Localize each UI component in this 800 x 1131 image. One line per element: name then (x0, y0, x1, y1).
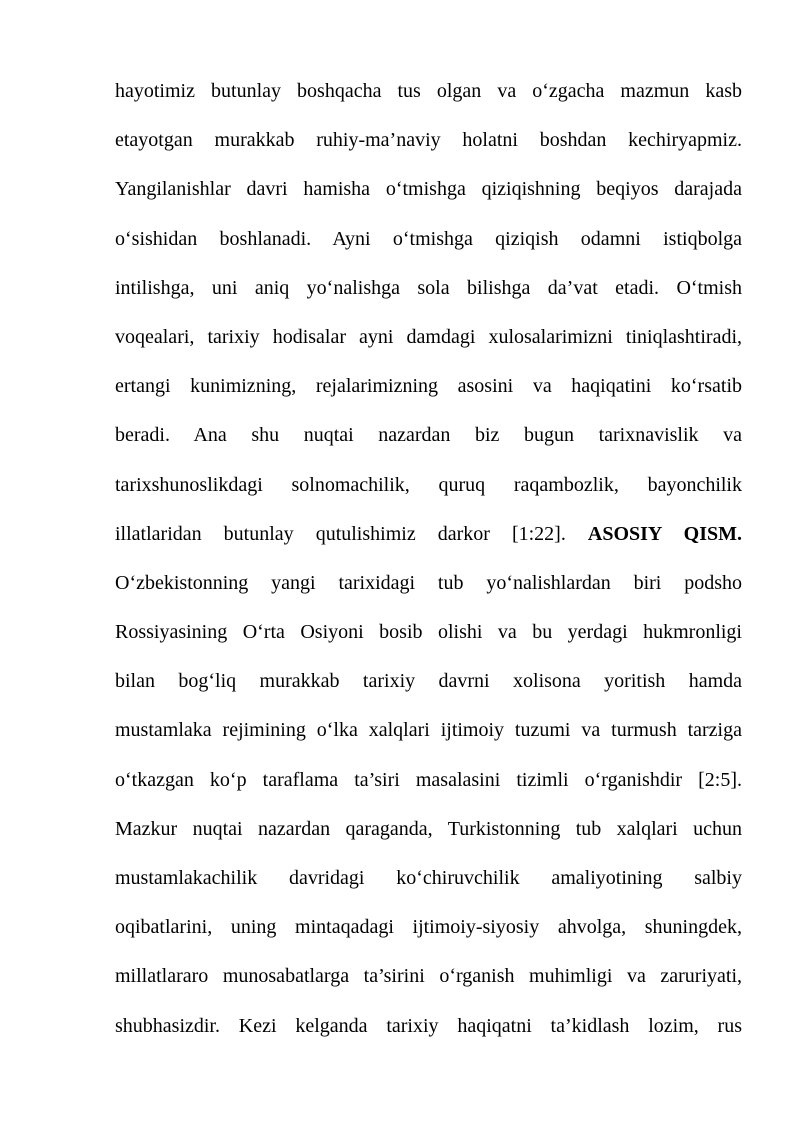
text-line-11: O‘zbekistonning yangi tarixidagi tub yo‘nalishlardan biri podsho (115, 571, 742, 594)
text-line-10 (115, 513, 742, 562)
text-line-5: intilishga, uni aniq yo‘nalishga sola bilishga da’vat etadi. O‘tmish (115, 276, 742, 299)
text-line-1: hayotimiz butunlay boshqacha tus olgan va o‘zgacha mazmun kasb (115, 80, 742, 102)
text-line-2: etayotgan murakkab ruhiy-ma’naviy holatni boshdan kechiryapmiz. (115, 129, 742, 152)
text-line-10-main: illatlaridan butunlay qutulishimiz darkor [1:22]. (115, 522, 566, 545)
text-line-12: Rossiyasining O‘rta Osiyoni bosib olishi va bu yerdagi hukmronligi (115, 621, 742, 644)
text-line-9: tarixshunoslikdagi solnomachilik, quruq raqambozlik, bayonchilik (115, 473, 742, 496)
text-line-19: millatlararo munosabatlarga ta’sirini o‘rganish muhimligi va zaruriyati, (115, 965, 742, 988)
text-line-3: Yangilanishlar davri hamisha o‘tmishga qiziqishning beqiyos darajada (115, 178, 742, 201)
text-line-8: beradi. Ana shu nuqtai nazardan biz bugun tarixnavislik va (115, 424, 742, 447)
document-page (115, 70, 742, 1054)
text-line-7: ertangi kunimizning, rejalarimizning asosini va haqiqatini ko‘rsatib (115, 375, 742, 398)
text-line-20: shubhasizdir. Kezi kelganda tarixiy haqiqatni ta’kidlash lozim, rus (115, 1014, 742, 1037)
text-line-4: o‘sishidan boshlanadi. Ayni o‘tmishga qiziqish odamni istiqbolga (115, 227, 742, 250)
text-line-14: mustamlaka rejimining o‘lka xalqlari ijtimoiy tuzumi va turmush tarziga (115, 719, 742, 742)
text-line-18: oqibatlarini, uning mintaqadagi ijtimoiy-siyosiy ahvolga, shuningdek, (115, 916, 742, 939)
text-line-15: o‘tkazgan ko‘p taraflama ta’siri masalasini tizimli o‘rganishdir [2:5]. (115, 768, 742, 791)
text-line-13: bilan bog‘liq murakkab tarixiy davrni xolisona yoritish hamda (115, 670, 742, 693)
text-line-17: mustamlakachilik davridagi ko‘chiruvchilik amaliyotining salbiy (115, 867, 742, 889)
text-line-16: Mazkur nuqtai nazardan qaraganda, Turkistonning tub xalqlari uchun (115, 817, 742, 840)
section-heading-asosiy-qism: ASOSIY QISM. (587, 522, 742, 545)
text-line-6: voqealari, tarixiy hodisalar ayni damdagi xulosalarimizni tiniqlashtiradi, (115, 325, 742, 348)
